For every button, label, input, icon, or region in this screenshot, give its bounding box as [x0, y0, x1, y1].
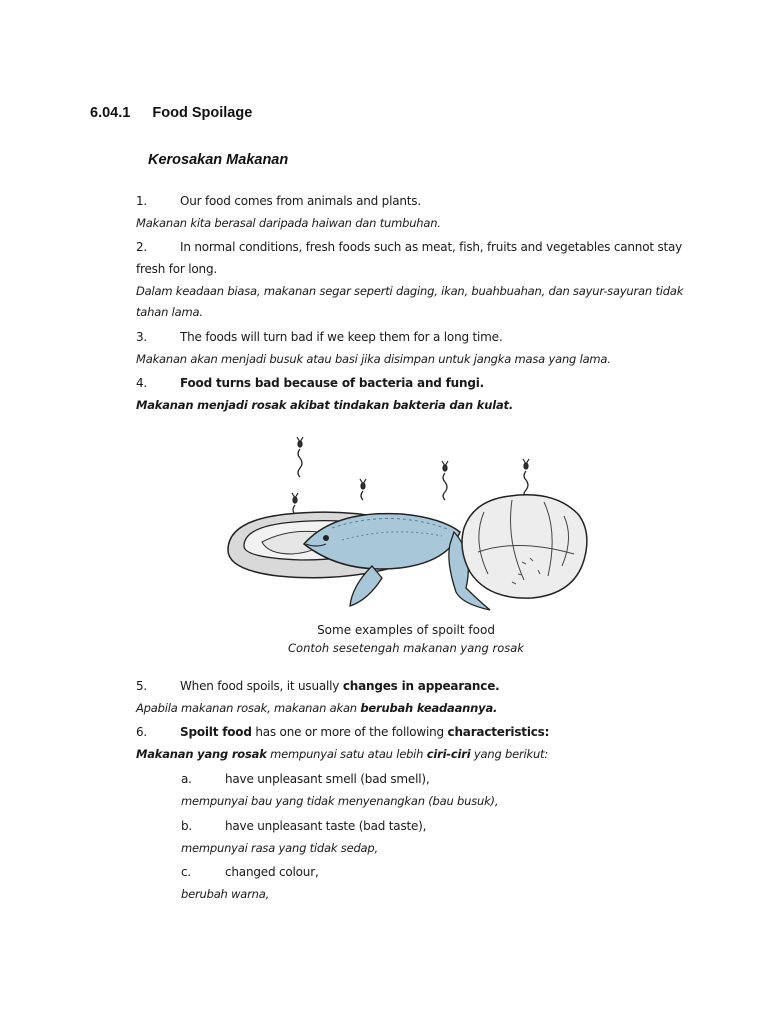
item-text-bold: berubah keadaannya.	[360, 701, 498, 715]
characteristic-b-en	[181, 819, 426, 833]
spoilt-food-illustration	[222, 432, 592, 617]
item-text: The foods will turn bad if we keep them for a long time.	[180, 330, 503, 344]
fly-icon	[360, 479, 366, 500]
item-text-bold: Spoilt food	[180, 725, 252, 739]
item-5-en	[136, 679, 500, 693]
section-heading	[90, 105, 252, 121]
item-4-ms: Makanan menjadi rosak akibat tindakan bakteria dan kulat.	[136, 398, 513, 412]
item-number: 4.	[136, 376, 148, 390]
item-number: 3.	[136, 330, 148, 344]
fly-icon	[442, 461, 448, 500]
item-text-bold: ciri-ciri	[426, 747, 471, 761]
item-6-ms	[136, 747, 548, 761]
item-number: 5.	[136, 679, 148, 693]
item-text: has one or more of the following	[251, 725, 448, 739]
item-text-bold: Makanan yang rosak	[136, 747, 267, 761]
item-1-en	[136, 194, 421, 208]
item-5-ms	[136, 701, 497, 715]
item-2-ms-line2: tahan lama.	[136, 305, 203, 319]
item-text: Food turns bad because of bacteria and fungi.	[180, 376, 485, 390]
section-subtitle: Kerosakan Makanan	[148, 152, 289, 168]
item-text: yang berikut:	[470, 747, 549, 761]
item-number: 1.	[136, 194, 148, 208]
item-text: When food spoils, it usually	[180, 679, 343, 693]
characteristic-letter: c.	[181, 865, 192, 879]
characteristic-b-ms: mempunyai rasa yang tidak sedap,	[181, 841, 378, 855]
item-2-en-line2: fresh for long.	[136, 262, 217, 276]
item-1-ms: Makanan kita berasal daripada haiwan dan tumbuhan.	[136, 216, 441, 230]
item-text-bold: characteristics:	[447, 725, 550, 739]
figure-caption-ms: Contoh sesetengah makanan yang rosak	[288, 641, 524, 655]
item-text: Apabila makanan rosak, makanan akan	[136, 701, 361, 715]
characteristic-letter: a.	[181, 772, 192, 786]
characteristic-a-ms: mempunyai bau yang tidak menyenangkan (bau busuk),	[181, 794, 499, 808]
item-6-en	[136, 725, 549, 739]
item-text: Our food comes from animals and plants.	[180, 194, 421, 208]
section-number: 6.04.1	[90, 105, 131, 121]
item-number: 2.	[136, 240, 148, 254]
item-text-bold: changes in appearance.	[342, 679, 500, 693]
section-title: Food Spoilage	[152, 105, 253, 121]
item-3-ms: Makanan akan menjadi busuk atau basi jika disimpan untuk jangka masa yang lama.	[136, 352, 611, 366]
item-2-en-line1	[136, 240, 682, 254]
item-2-ms-line1: Dalam keadaan biasa, makanan segar seperti daging, ikan, buahbuahan, dan sayur-sayuran tidak	[136, 284, 684, 298]
characteristic-c-en	[181, 865, 319, 879]
characteristic-text: have unpleasant smell (bad smell),	[225, 772, 430, 786]
cabbage	[462, 495, 587, 598]
item-text: In normal conditions, fresh foods such as meat, fish, fruits and vegetables cannot stay	[180, 240, 683, 254]
figure-caption-en: Some examples of spoilt food	[317, 623, 495, 637]
item-4-en	[136, 376, 484, 390]
characteristic-text: have unpleasant taste (bad taste),	[225, 819, 427, 833]
fly-icon	[297, 437, 303, 477]
item-number: 6.	[136, 725, 148, 739]
item-text: mempunyai satu atau lebih	[266, 747, 427, 761]
item-3-en	[136, 330, 502, 344]
characteristic-a-en	[181, 772, 429, 786]
characteristic-text: changed colour,	[225, 865, 319, 879]
characteristic-letter: b.	[181, 819, 193, 833]
characteristic-c-ms: berubah warna,	[181, 887, 270, 901]
fly-icon	[523, 459, 529, 498]
